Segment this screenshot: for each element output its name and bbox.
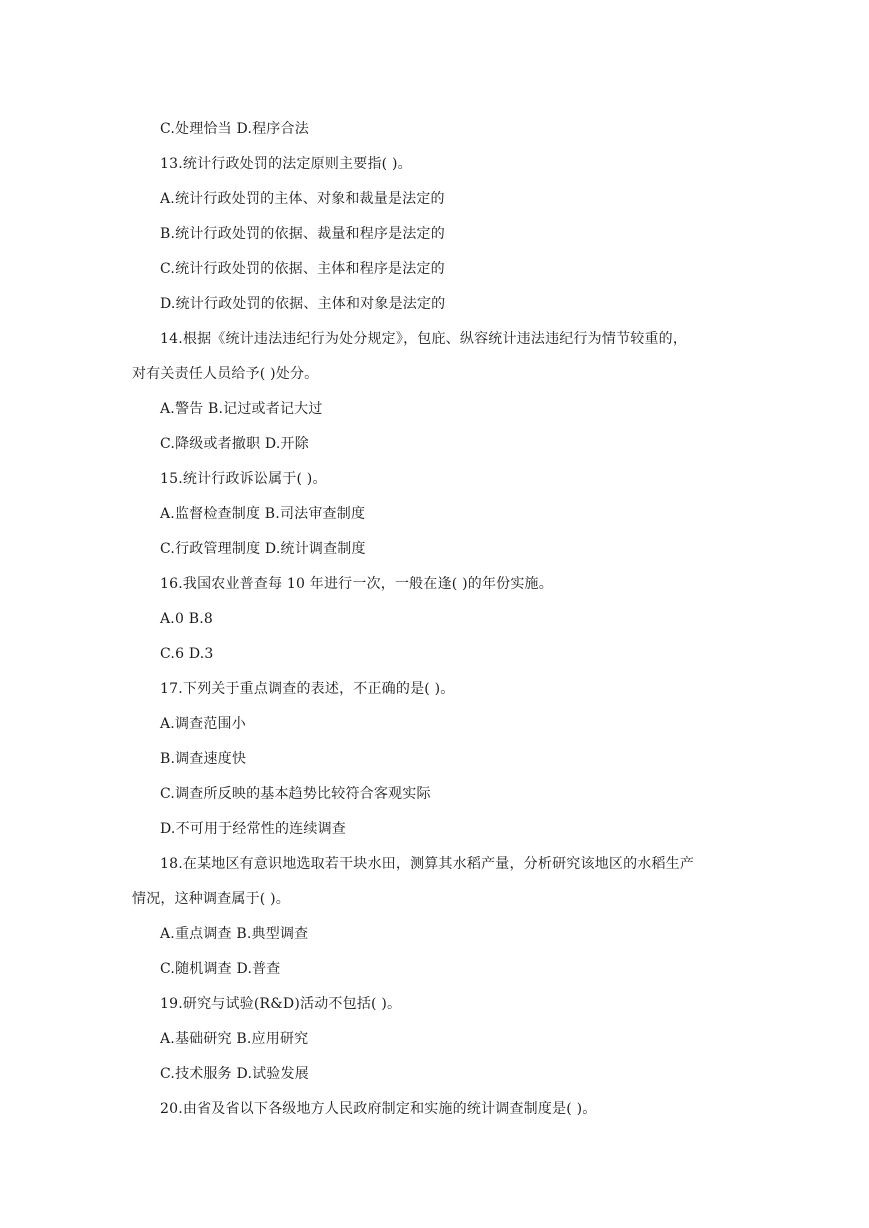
question-20: 20.由省及省以下各级地方人民政府制定和实施的统计调查制度是( )。 (160, 1101, 597, 1117)
question-17: 17.下列关于重点调查的表述，不正确的是( )。 (160, 681, 455, 697)
option-line: C.调查所反映的基本趋势比较符合客观实际 (160, 786, 431, 802)
question-13: 13.统计行政处罚的法定原则主要指( )。 (160, 156, 412, 172)
question-14: 14.根据《统计违法违纪行为处分规定》，包庇、纵容统计违法违纪行为情节较重的， (160, 331, 688, 347)
option-line: B.调查速度快 (160, 751, 247, 767)
option-line: B.统计行政处罚的依据、裁量和程序是法定的 (160, 226, 445, 242)
option-line: C.降级或者撤职 D.开除 (160, 436, 309, 452)
question-18-continued: 情况，这种调查属于( )。 (132, 891, 290, 907)
option-line: C.行政管理制度 D.统计调查制度 (160, 541, 366, 557)
question-19: 19.研究与试验(R&D)活动不包括( )。 (160, 996, 402, 1012)
option-line: A.基础研究 B.应用研究 (160, 1031, 309, 1047)
option-line: C.随机调查 D.普查 (160, 961, 281, 977)
option-line: C.6 D.3 (160, 646, 214, 662)
question-15: 15.统计行政诉讼属于( )。 (160, 471, 327, 487)
option-line: A.0 B.8 (160, 611, 213, 627)
option-line: A.调查范围小 (160, 716, 246, 732)
question-16: 16.我国农业普查每 10 年进行一次，一般在逢( )的年份实施。 (160, 576, 553, 592)
option-line: C.统计行政处罚的依据、主体和程序是法定的 (160, 261, 445, 277)
option-line: D.统计行政处罚的依据、主体和对象是法定的 (160, 296, 446, 312)
option-line: A.监督检查制度 B.司法审查制度 (160, 506, 366, 522)
question-14-continued: 对有关责任人员给予( )处分。 (132, 366, 319, 382)
text-line: C.处理恰当 D.程序合法 (160, 121, 309, 137)
option-line: A.统计行政处罚的主体、对象和裁量是法定的 (160, 191, 445, 207)
option-line: A.警告 B.记过或者记大过 (160, 401, 323, 417)
question-18: 18.在某地区有意识地选取若干块水田，测算其水稻产量，分析研究该地区的水稻生产 (160, 856, 695, 872)
option-line: D.不可用于经常性的连续调查 (160, 821, 346, 837)
option-line: C.技术服务 D.试验发展 (160, 1066, 309, 1082)
option-line: A.重点调查 B.典型调查 (160, 926, 309, 942)
